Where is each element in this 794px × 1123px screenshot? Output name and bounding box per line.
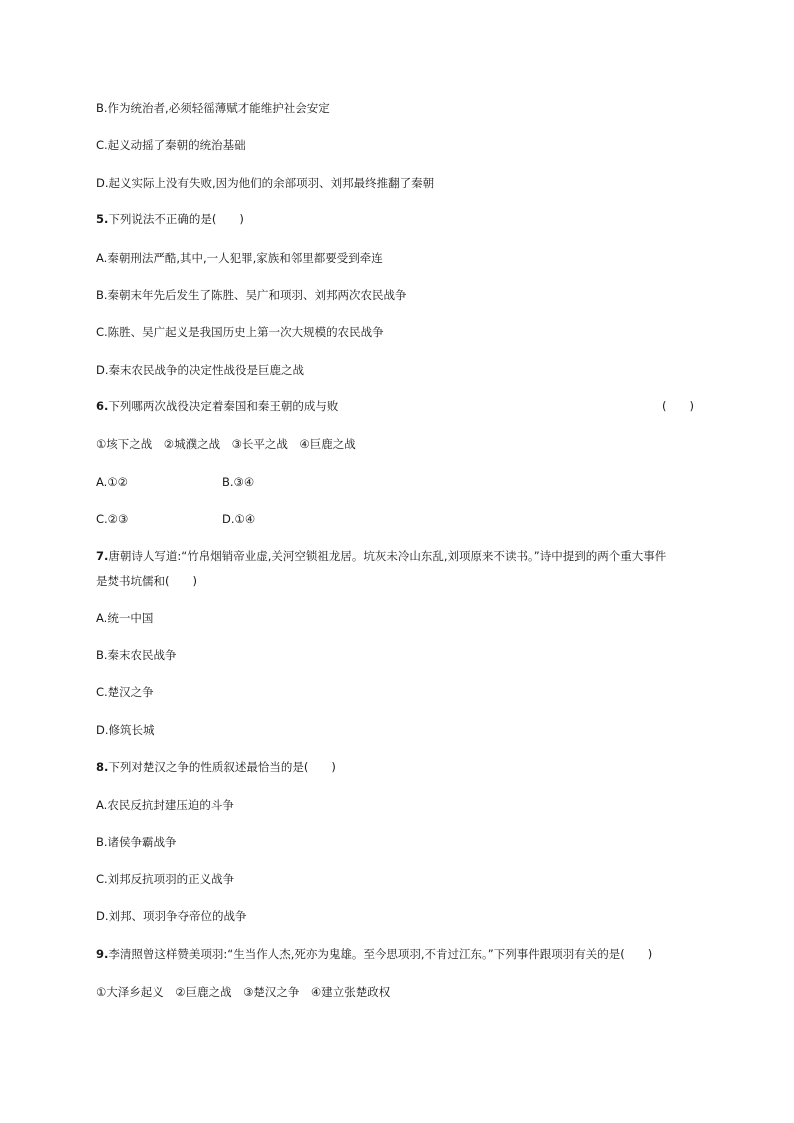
q5-option-d: D.秦末农民战争的决定性战役是巨鹿之战: [96, 363, 305, 377]
q8-number: 8.: [96, 760, 109, 774]
q6-option-d: D.①④: [222, 512, 256, 526]
q8-option-a: A.农民反抗封建压迫的斗争: [96, 798, 234, 812]
q6-option-b: B.③④: [222, 475, 255, 489]
q6-option-a: A.①②: [96, 475, 128, 489]
q7-option-b: B.秦末农民战争: [96, 648, 177, 662]
q6-items: ①垓下之战 ②城濮之战 ③长平之战 ④巨鹿之战: [96, 437, 356, 451]
q8-stem-text: 下列对楚汉之争的性质叙述最恰当的是( ): [108, 760, 336, 774]
q6-number: 6.: [96, 399, 109, 413]
q4-option-b: B.作为统治者,必须轻徭薄赋才能维护社会安定: [96, 101, 330, 115]
q9-number: 9.: [96, 947, 109, 961]
q7-option-a: A.统一中国: [96, 611, 154, 625]
q8-option-c: C.刘邦反抗项羽的正义战争: [96, 872, 235, 886]
q8-option-d: D.刘邦、项羽争夺帝位的战争: [96, 909, 247, 923]
q4-option-d: D.起义实际上没有失败,因为他们的余部项羽、刘邦最终推翻了秦朝: [96, 176, 435, 190]
q6-stem: [96, 398, 338, 414]
q8-stem: [96, 759, 336, 775]
q6-stem-text: 下列哪两次战役决定着秦国和秦王朝的成与败: [108, 399, 339, 413]
q6-answer-bracket: ( ): [662, 399, 694, 413]
q9-items: ①大泽乡起义 ②巨鹿之战 ③楚汉之争 ④建立张楚政权: [96, 985, 391, 999]
q7-stem-text: 唐朝诗人写道:“竹帛烟销帝业虚,关河空锁祖龙居。坑灰未冷山东乱,刘项原来不读书。”诗中提到的两个重大事件: [108, 549, 667, 563]
q9-stem-text: 李清照曾这样赞美项羽:“生当作人杰,死亦为鬼雄。至今思项羽,不肯过江东。”下列事件跟项羽有关的是( ): [108, 947, 653, 961]
q6-option-c: C.②③: [96, 512, 129, 526]
q7-stem-line2: 是焚书坑儒和( ): [96, 574, 197, 588]
q7-number: 7.: [96, 549, 109, 563]
q8-option-b: B.诸侯争霸战争: [96, 835, 177, 849]
q5-option-a: A.秦朝刑法严酷,其中,一人犯罪,家族和邻里都要受到牵连: [96, 251, 383, 265]
q9-stem: [96, 946, 652, 962]
q5-option-b: B.秦朝末年先后发生了陈胜、吴广和项羽、刘邦两次农民战争: [96, 288, 407, 302]
q5-number: 5.: [96, 212, 109, 226]
q7-option-d: D.修筑长城: [96, 723, 155, 737]
q7-option-c: C.楚汉之争: [96, 685, 154, 699]
q5-option-c: C.陈胜、吴广起义是我国历史上第一次大规模的农民战争: [96, 325, 384, 339]
q4-option-c: C.起义动摇了秦朝的统治基础: [96, 138, 246, 152]
q5-stem-text: 下列说法不正确的是( ): [108, 212, 244, 226]
q5-stem: [96, 211, 244, 227]
q7-stem-line1: [96, 548, 666, 564]
